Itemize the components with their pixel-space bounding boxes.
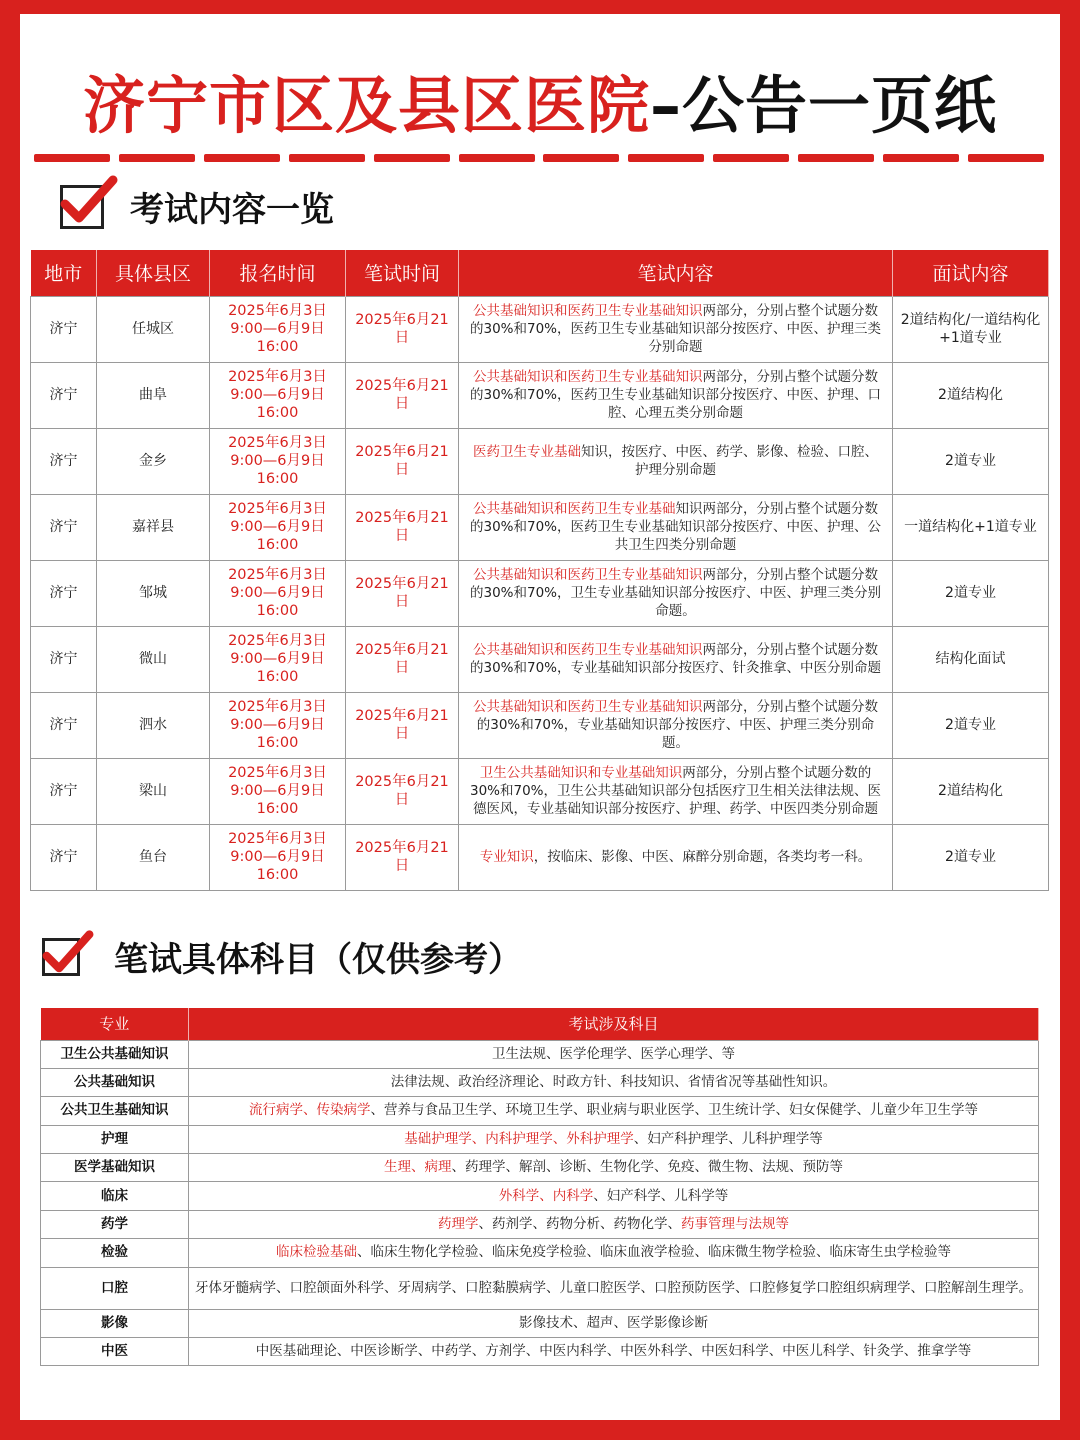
content-text: ，按临床、影像、中医、麻醉分别命题，各类均考一科。 bbox=[533, 849, 872, 865]
content-highlight: 公共基础知识和医药卫生专业基础 bbox=[473, 501, 676, 517]
cell-county: 微山 bbox=[97, 626, 210, 692]
cell-interview: 2道专业 bbox=[893, 824, 1049, 890]
cell-city: 济宁 bbox=[31, 824, 97, 890]
cell-exam-time: 2025年6月21日 bbox=[346, 626, 459, 692]
cell-exam-content bbox=[459, 692, 893, 758]
cell-registration bbox=[210, 428, 346, 494]
cell-subjects bbox=[189, 1040, 1039, 1068]
subjects-text: 、药剂学、药物分析、药物化学、 bbox=[478, 1216, 681, 1233]
cell-subjects bbox=[189, 1338, 1039, 1366]
cell-exam-content bbox=[459, 560, 893, 626]
cell-major: 护理 bbox=[41, 1125, 189, 1153]
cell-exam-time: 2025年6月21日 bbox=[346, 560, 459, 626]
content-highlight: 公共基础知识和医药卫生专业基础知识 bbox=[473, 642, 703, 658]
registration-range: 9:00—6月9日16:00 bbox=[230, 717, 325, 751]
table-row bbox=[31, 296, 1049, 362]
content-highlight: 公共基础知识和医药卫生专业基础知识 bbox=[473, 567, 703, 583]
registration-range: 9:00—6月9日16:00 bbox=[230, 585, 325, 619]
subjects-text: 卫生法规、医学伦理学、医学心理学、等 bbox=[492, 1045, 735, 1062]
registration-start: 2025年6月3日 bbox=[228, 699, 327, 715]
cell-subjects bbox=[189, 1309, 1039, 1337]
cell-exam-time: 2025年6月21日 bbox=[346, 758, 459, 824]
table-row bbox=[31, 626, 1049, 692]
title-black-part: –公告一页纸 bbox=[650, 69, 998, 142]
content-highlight: 公共基础知识和医药卫生专业基础知识 bbox=[473, 369, 703, 385]
cell-exam-time: 2025年6月21日 bbox=[346, 296, 459, 362]
cell-interview: 结构化面试 bbox=[893, 626, 1049, 692]
cell-county: 鱼台 bbox=[97, 824, 210, 890]
page-title bbox=[20, 58, 1060, 154]
content-text: 知识，按医疗、中医、药学、影像、检验、口腔、护理分别命题 bbox=[581, 444, 878, 478]
header-exam-time: 笔试时间 bbox=[346, 250, 459, 296]
cell-county: 任城区 bbox=[97, 296, 210, 362]
content-highlight: 专业知识 bbox=[479, 849, 534, 865]
cell-city: 济宁 bbox=[31, 362, 97, 428]
section-title: 笔试具体科目（仅供参考） bbox=[114, 940, 522, 980]
cell-registration bbox=[210, 362, 346, 428]
cell-subjects bbox=[189, 1210, 1039, 1238]
cell-subjects bbox=[189, 1097, 1039, 1125]
table-row bbox=[31, 428, 1049, 494]
subjects-text: 法律法规、政治经济理论、时政方针、科技知识、省情省况等基础性知识。 bbox=[390, 1074, 837, 1091]
subjects-table bbox=[40, 1008, 1039, 1366]
subjects-text: 、妇产科护理学、儿科护理学等 bbox=[633, 1130, 823, 1147]
table-row bbox=[41, 1097, 1039, 1125]
cell-city: 济宁 bbox=[31, 494, 97, 560]
table-row bbox=[41, 1309, 1039, 1337]
cell-exam-content bbox=[459, 362, 893, 428]
exam-overview-table bbox=[30, 250, 1049, 891]
registration-start: 2025年6月3日 bbox=[228, 303, 327, 319]
section-subjects-header bbox=[42, 932, 522, 981]
registration-start: 2025年6月3日 bbox=[228, 567, 327, 583]
content-text: 知识两部分，分别占整个试题分数的30%和70%，医药卫生专业基础知识部分按医疗、中医、护理、公共卫生四类分别命题 bbox=[469, 501, 881, 553]
subjects-text: 、药理学、解剖、诊断、生物化学、免疫、微生物、法规、预防等 bbox=[451, 1159, 843, 1176]
registration-range: 9:00—6月9日16:00 bbox=[230, 321, 325, 355]
subjects-highlight: 生理、病理 bbox=[384, 1159, 452, 1176]
cell-interview: 2道结构化 bbox=[893, 758, 1049, 824]
cell-major: 卫生公共基础知识 bbox=[41, 1040, 189, 1068]
registration-range: 9:00—6月9日16:00 bbox=[230, 849, 325, 883]
header-county: 具体县区 bbox=[97, 250, 210, 296]
header-major: 专业 bbox=[41, 1008, 189, 1040]
content-highlight: 公共基础知识和医药卫生专业基础知识 bbox=[473, 303, 703, 319]
cell-registration bbox=[210, 692, 346, 758]
cell-exam-time: 2025年6月21日 bbox=[346, 692, 459, 758]
notice-page bbox=[20, 14, 1060, 1420]
subjects-text: 影像技术、超声、医学影像诊断 bbox=[519, 1314, 708, 1331]
cell-registration bbox=[210, 824, 346, 890]
cell-interview: 2道专业 bbox=[893, 692, 1049, 758]
cell-interview: 2道专业 bbox=[893, 428, 1049, 494]
checkmark-icon bbox=[60, 185, 104, 229]
cell-exam-content bbox=[459, 494, 893, 560]
registration-start: 2025年6月3日 bbox=[228, 435, 327, 451]
subjects-highlight: 药理学 bbox=[438, 1216, 479, 1233]
subjects-text: 、妇产科学、儿科学等 bbox=[593, 1187, 729, 1204]
cell-major: 医学基础知识 bbox=[41, 1154, 189, 1182]
cell-major: 临床 bbox=[41, 1182, 189, 1210]
table-row bbox=[41, 1267, 1039, 1309]
table-row bbox=[41, 1182, 1039, 1210]
cell-city: 济宁 bbox=[31, 758, 97, 824]
content-text: 两部分，分别占整个试题分数的30%和70%，医药卫生专业基础知识部分按医疗、中医、护理、口腔、心理五类分别命题 bbox=[469, 369, 881, 421]
cell-exam-time: 2025年6月21日 bbox=[346, 428, 459, 494]
content-highlight: 医药卫生专业基础 bbox=[473, 444, 581, 460]
content-highlight: 卫生公共基础知识和专业基础知识 bbox=[479, 765, 683, 781]
table-row bbox=[41, 1154, 1039, 1182]
checkmark-icon bbox=[42, 938, 80, 976]
registration-start: 2025年6月3日 bbox=[228, 369, 327, 385]
cell-exam-time: 2025年6月21日 bbox=[346, 362, 459, 428]
cell-city: 济宁 bbox=[31, 626, 97, 692]
subjects-highlight: 基础护理学、内科护理学、外科护理学 bbox=[404, 1130, 634, 1147]
table-header-row bbox=[31, 250, 1049, 296]
cell-county: 泗水 bbox=[97, 692, 210, 758]
registration-start: 2025年6月3日 bbox=[228, 831, 327, 847]
cell-county: 曲阜 bbox=[97, 362, 210, 428]
subjects-text: 、营养与食品卫生学、环境卫生学、职业病与职业医学、卫生统计学、妇女保健学、儿童少年卫生学等 bbox=[370, 1102, 978, 1119]
header-exam-content: 笔试内容 bbox=[459, 250, 893, 296]
content-text: 两部分，分别占整个试题分数的30%和70%，医药卫生专业基础知识部分按医疗、中医、护理三类分别命题 bbox=[469, 303, 881, 355]
registration-start: 2025年6月3日 bbox=[228, 501, 327, 517]
cell-subjects bbox=[189, 1068, 1039, 1096]
cell-interview: 2道结构化/一道结构化+1道专业 bbox=[893, 296, 1049, 362]
cell-exam-content bbox=[459, 824, 893, 890]
table-row bbox=[41, 1068, 1039, 1096]
cell-exam-time: 2025年6月21日 bbox=[346, 494, 459, 560]
cell-exam-content bbox=[459, 758, 893, 824]
header-registration: 报名时间 bbox=[210, 250, 346, 296]
header-subjects: 考试涉及科目 bbox=[189, 1008, 1039, 1040]
cell-major: 药学 bbox=[41, 1210, 189, 1238]
cell-city: 济宁 bbox=[31, 296, 97, 362]
registration-range: 9:00—6月9日16:00 bbox=[230, 519, 325, 553]
content-text: 两部分，分别占整个试题分数的30%和70%，专业基础知识部分按医疗、针灸推拿、中医分别命题 bbox=[469, 642, 881, 676]
registration-range: 9:00—6月9日16:00 bbox=[230, 387, 325, 421]
subjects-highlight: 外科学、内科学 bbox=[498, 1187, 594, 1204]
cell-subjects bbox=[189, 1125, 1039, 1153]
cell-county: 梁山 bbox=[97, 758, 210, 824]
registration-range: 9:00—6月9日16:00 bbox=[230, 651, 325, 685]
cell-exam-content bbox=[459, 428, 893, 494]
cell-exam-content bbox=[459, 296, 893, 362]
subjects-text: 中医基础理论、中医诊断学、中药学、方剂学、中医内科学、中医外科学、中医妇科学、中医儿科学、针灸学、推拿学等 bbox=[255, 1343, 972, 1360]
cell-subjects bbox=[189, 1239, 1039, 1267]
table-row bbox=[41, 1338, 1039, 1366]
cell-subjects bbox=[189, 1154, 1039, 1182]
cell-city: 济宁 bbox=[31, 692, 97, 758]
cell-major: 检验 bbox=[41, 1239, 189, 1267]
cell-registration bbox=[210, 560, 346, 626]
cell-city: 济宁 bbox=[31, 428, 97, 494]
table-row bbox=[31, 824, 1049, 890]
table-row bbox=[31, 494, 1049, 560]
table-row bbox=[41, 1210, 1039, 1238]
cell-registration bbox=[210, 626, 346, 692]
cell-registration bbox=[210, 296, 346, 362]
cell-city: 济宁 bbox=[31, 560, 97, 626]
cell-major: 公共基础知识 bbox=[41, 1068, 189, 1096]
table-row bbox=[41, 1125, 1039, 1153]
cell-registration bbox=[210, 758, 346, 824]
cell-subjects bbox=[189, 1267, 1039, 1309]
cell-county: 邹城 bbox=[97, 560, 210, 626]
subjects-highlight: 临床检验基础 bbox=[276, 1244, 357, 1261]
section-title: 考试内容一览 bbox=[130, 190, 334, 230]
title-red-part: 济宁市区及县区医院 bbox=[82, 69, 650, 142]
cell-major: 口腔 bbox=[41, 1267, 189, 1309]
subjects-highlight-2: 药事管理与法规等 bbox=[681, 1216, 789, 1233]
subjects-text: 牙体牙髓病学、口腔颌面外科学、牙周病学、口腔黏膜病学、儿童口腔医学、口腔预防医学、口腔修复学口腔组织病理学、口腔解剖生理学。 bbox=[195, 1279, 1032, 1296]
subjects-highlight: 流行病学、传染病学 bbox=[249, 1102, 371, 1119]
registration-start: 2025年6月3日 bbox=[228, 765, 327, 781]
content-text: 两部分，分别占整个试题分数的30%和70%，卫生公共基础知识部分包括医疗卫生相关法律法规、医德医风，专业基础知识部分按医疗、护理、药学、中医四类分别命题 bbox=[469, 765, 881, 817]
content-highlight: 公共基础知识和医药卫生专业基础知识 bbox=[473, 699, 703, 715]
content-text: 两部分，分别占整个试题分数的30%和70%，卫生专业基础知识部分按医疗、中医、护理三类分别命题。 bbox=[469, 567, 881, 619]
cell-major: 公共卫生基础知识 bbox=[41, 1097, 189, 1125]
cell-interview: 一道结构化+1道专业 bbox=[893, 494, 1049, 560]
table-row bbox=[31, 560, 1049, 626]
header-city: 地市 bbox=[31, 250, 97, 296]
header-interview: 面试内容 bbox=[893, 250, 1049, 296]
cell-exam-time: 2025年6月21日 bbox=[346, 824, 459, 890]
cell-interview: 2道专业 bbox=[893, 560, 1049, 626]
cell-registration bbox=[210, 494, 346, 560]
cell-county: 金乡 bbox=[97, 428, 210, 494]
cell-interview: 2道结构化 bbox=[893, 362, 1049, 428]
content-text: 两部分，分别占整个试题分数的30%和70%，专业基础知识部分按医疗、中医、护理三类分别命题。 bbox=[476, 699, 878, 751]
table-row bbox=[41, 1239, 1039, 1267]
table-row bbox=[31, 758, 1049, 824]
table-header-row bbox=[41, 1008, 1039, 1040]
table-row bbox=[41, 1040, 1039, 1068]
table-row bbox=[31, 692, 1049, 758]
cell-major: 影像 bbox=[41, 1309, 189, 1337]
registration-range: 9:00—6月9日16:00 bbox=[230, 453, 325, 487]
cell-major: 中医 bbox=[41, 1338, 189, 1366]
cell-county: 嘉祥县 bbox=[97, 494, 210, 560]
cell-exam-content bbox=[459, 626, 893, 692]
section-exam-overview-header bbox=[60, 182, 334, 231]
table-row bbox=[31, 362, 1049, 428]
registration-range: 9:00—6月9日16:00 bbox=[230, 783, 325, 817]
title-divider bbox=[34, 154, 1044, 162]
cell-subjects bbox=[189, 1182, 1039, 1210]
subjects-text: 、临床生物化学检验、临床免疫学检验、临床血液学检验、临床微生物学检验、临床寄生虫学检验等 bbox=[357, 1244, 951, 1261]
registration-start: 2025年6月3日 bbox=[228, 633, 327, 649]
